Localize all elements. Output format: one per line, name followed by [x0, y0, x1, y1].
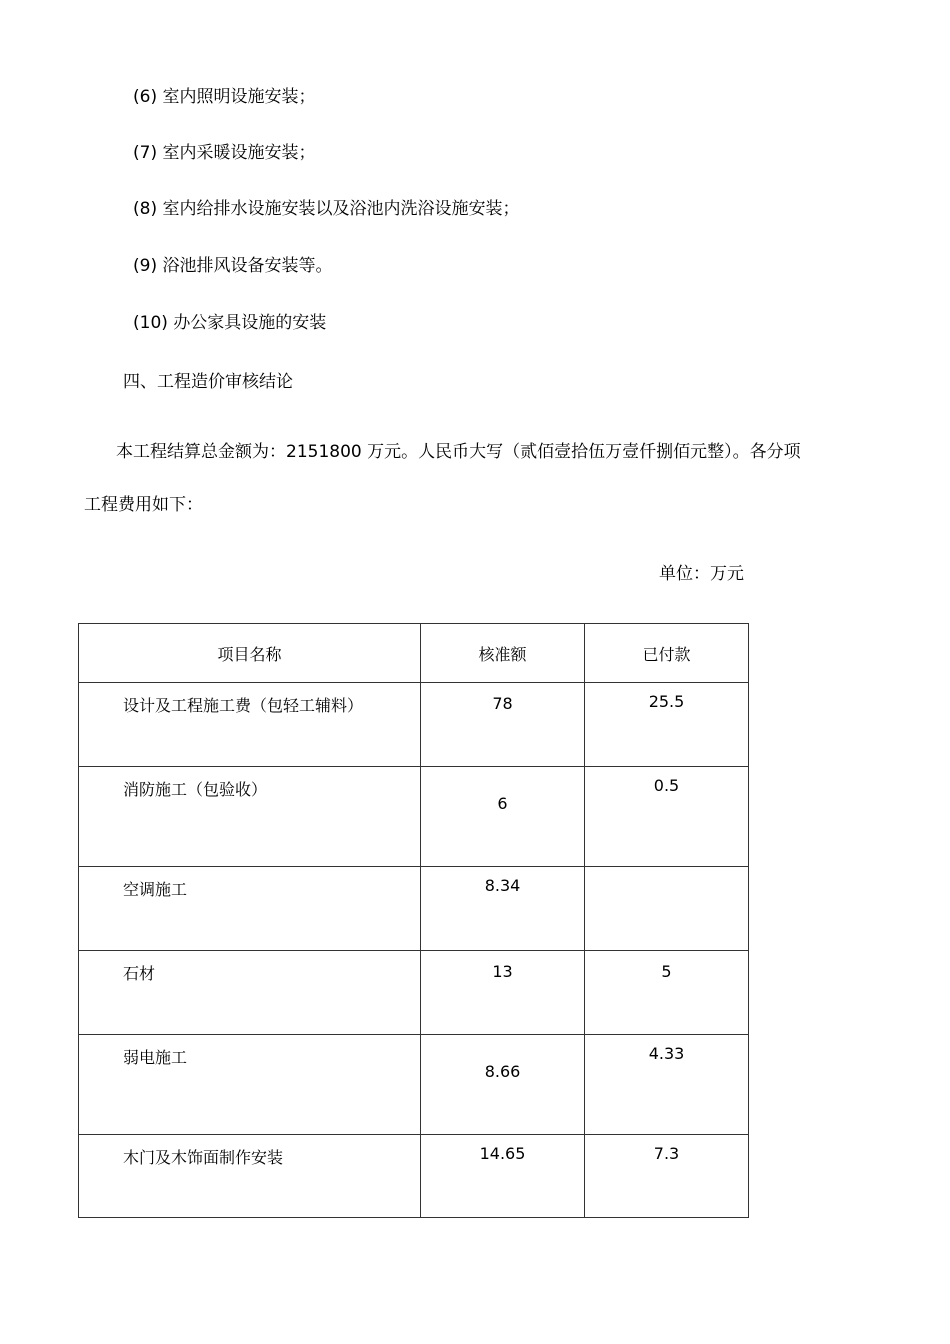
- approved-amount-cell: 78: [421, 683, 585, 767]
- list-item: [133, 312, 326, 334]
- list-item: [133, 198, 520, 220]
- table-row: [79, 683, 749, 767]
- item-name-cell: 消防施工（包验收）: [79, 767, 421, 867]
- paid-amount-cell: 25.5: [585, 683, 749, 767]
- list-item-number: (6): [133, 87, 158, 107]
- table-row: [79, 767, 749, 867]
- column-header-paid: 已付款: [585, 624, 749, 683]
- approved-amount-cell: 8.34: [421, 867, 585, 951]
- list-item-text: 浴池排风设备安装等。: [162, 256, 333, 276]
- list-item-number: (10): [133, 313, 168, 333]
- table-row: [79, 1035, 749, 1135]
- approved-amount-cell: 14.65: [421, 1135, 585, 1218]
- list-item-number: (7): [133, 143, 158, 163]
- table-header-row: [79, 624, 749, 683]
- list-item: [133, 86, 316, 108]
- cost-table: [78, 623, 749, 1218]
- paid-amount-cell: 5: [585, 951, 749, 1035]
- paid-amount-cell: [585, 867, 749, 951]
- table-row: [79, 951, 749, 1035]
- approved-amount-cell: 8.66: [421, 1035, 585, 1135]
- approved-amount-cell: 13: [421, 951, 585, 1035]
- paid-amount-cell: 0.5: [585, 767, 749, 867]
- table-row: [79, 1135, 749, 1218]
- column-header-item-name: 项目名称: [79, 624, 421, 683]
- unit-label: 单位：万元: [659, 564, 744, 584]
- list-item-number: (9): [133, 256, 158, 276]
- table-row: [79, 867, 749, 951]
- list-item: [133, 142, 316, 164]
- list-item-text: 室内采暖设施安装；: [162, 143, 316, 163]
- list-item-text: 办公家具设施的安装: [173, 313, 327, 333]
- list-item-text: 室内照明设施安装；: [162, 87, 316, 107]
- list-item: [133, 255, 333, 277]
- item-name-cell: 弱电施工: [79, 1035, 421, 1135]
- summary-paragraph-line: 本工程结算总金额为：2151800 万元。人民币大写（贰佰壹拾伍万壹仟捌佰元整）。各分项: [116, 442, 801, 462]
- summary-paragraph-line: 工程费用如下：: [84, 495, 203, 515]
- paid-amount-cell: 7.3: [585, 1135, 749, 1218]
- column-header-approved: 核准额: [421, 624, 585, 683]
- list-item-number: (8): [133, 199, 158, 219]
- item-name-cell: 木门及木饰面制作安装: [79, 1135, 421, 1218]
- item-name-cell: 空调施工: [79, 867, 421, 951]
- approved-amount-cell: 6: [421, 767, 585, 867]
- item-name-cell: 设计及工程施工费（包轻工辅料）: [79, 683, 421, 767]
- section-heading: 四、工程造价审核结论: [123, 372, 293, 392]
- list-item-text: 室内给排水设施安装以及浴池内洗浴设施安装；: [162, 199, 520, 219]
- item-name-cell: 石材: [79, 951, 421, 1035]
- paid-amount-cell: 4.33: [585, 1035, 749, 1135]
